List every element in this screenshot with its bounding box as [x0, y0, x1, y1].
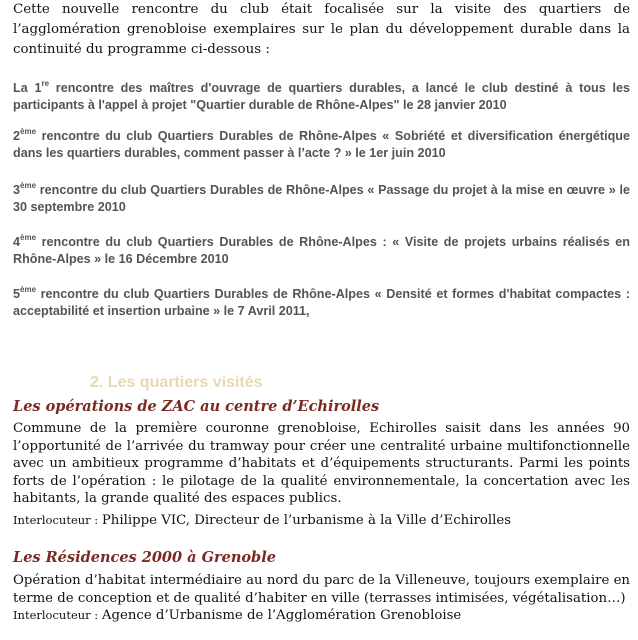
visit-body-echirolles: Commune de la première couronne grenobloise, Echirolles saisit dans les années 90 l’opportunité de l’arrivée du tramway pour créer une centralité urbaine multifonctionnelle avec un ambitieux programme d’habitats et d’équipements structurants. Parmi les points forts de l’opération : le pilotage de la qualité environnementale, la concertation avec les habitants, la grande qualité des espaces publics. [13, 421, 630, 507]
meeting-description: rencontre des maîtres d'ouvrage de quartiers durables, a lancé le club destiné à tous les participants à l'appel à projet "Quartier durable de Rhône-Alpes" le 28 janvier 2010 [13, 81, 631, 112]
meeting-item-1 [13, 80, 630, 114]
meeting-number: 5 [13, 287, 21, 301]
meeting-item-5 [13, 286, 630, 320]
meeting-ordinal-suffix: ème [20, 233, 37, 242]
meeting-number: 3 [13, 183, 21, 197]
intro-paragraph: Cette nouvelle rencontre du club était focalisée sur la visite des quartiers de l’agglomération grenobloise exemplaires sur le plan du développement durable dans la continuité du programme ci-dessous : [13, 2, 630, 57]
meeting-ordinal-suffix: ème [20, 285, 37, 294]
meeting-item-3 [13, 182, 630, 216]
visit-interlocutor-echirolles [13, 512, 511, 529]
meeting-number: 4 [13, 235, 21, 249]
meeting-item-4 [13, 234, 630, 268]
meeting-ordinal-suffix: ème [20, 127, 37, 136]
interlocutor-name: Agence d’Urbanisme de l’Agglomération Grenobloise [101, 608, 462, 623]
meeting-description: rencontre du club Quartiers Durables de Rhône-Alpes « Passage du projet à la mise en œuvre » le 30 septembre 2010 [13, 183, 630, 214]
meeting-item-2 [13, 128, 630, 162]
meeting-description: rencontre du club Quartiers Durables de Rhône-Alpes : « Visite de projets urbains réalisés en Rhône-Alpes » le 16 Décembre 2010 [13, 235, 630, 266]
meeting-description: rencontre du club Quartiers Durables de Rhône-Alpes « Sobriété et diversification énergétique dans les quartiers durables, comment passer à l’acte ? » le 1er juin 2010 [13, 129, 630, 160]
visit-title-residences-2000: Les Résidences 2000 à Grenoble [13, 549, 276, 566]
meeting-description: rencontre du club Quartiers Durables de Rhône-Alpes « Densité et formes d'habitat compactes : acceptabilité et insertion urbaine » le 7 Avril 2011, [13, 287, 630, 318]
interlocutor-label: Interlocuteur : [13, 513, 102, 527]
meeting-ordinal-suffix: ème [20, 181, 37, 190]
visit-interlocutor-residences-2000 [13, 607, 461, 624]
interlocutor-name: Philippe VIC, Directeur de l’urbanisme à la Ville d’Echirolles [101, 513, 512, 528]
meeting-ordinal-suffix: re [41, 79, 50, 88]
visit-title-echirolles: Les opérations de ZAC au centre d’Echirolles [13, 398, 380, 415]
interlocutor-label: Interlocuteur : [13, 608, 102, 622]
meeting-number: 2 [13, 129, 21, 143]
meeting-number: La 1 [13, 81, 42, 95]
visit-body-residences-2000: Opération d’habitat intermédiaire au nord du parc de la Villeneuve, toujours exemplaire en terme de conception et de qualité d’habiter en ville (terrasses intimisées, végétalisation…) [13, 573, 630, 606]
section-heading: 2. Les quartiers visités [90, 374, 263, 391]
